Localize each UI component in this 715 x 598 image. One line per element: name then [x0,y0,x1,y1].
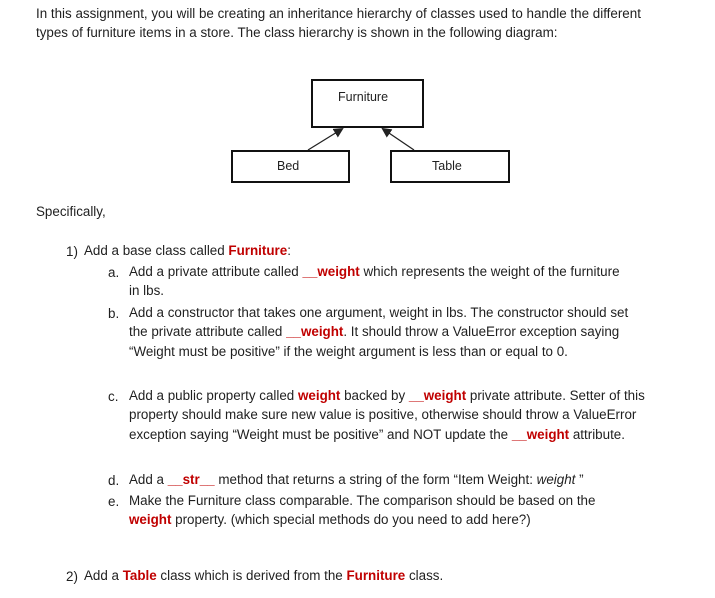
section-1-number: 1) [66,244,78,259]
weight-property-keyword: weight [297,388,341,403]
furniture-keyword: Furniture [228,243,288,258]
item-b-text: Add a constructor that takes one argument, weight in lbs. The constructor should set the private attribute called __weight. It should throw a ValueError exception saying “Weight must be positive” if the weight argument is less than or equal to 0. [129,305,629,359]
intro-paragraph: In this assignment, you will be creating an inheritance hierarchy of classes used to handle the different types of furniture items in a store. The class hierarchy is shown in the following diagram: [36,6,641,40]
str-method-keyword: __str__ [167,472,215,487]
class-hierarchy-diagram [0,0,715,200]
weight-attr-keyword: __weight [286,324,344,340]
furniture-class-box [311,79,424,128]
section-1-text: Add a base class called [84,243,229,258]
table-class-box [390,150,510,183]
weight-italic: weight [536,472,576,487]
bed-class-box [231,150,350,183]
furniture-class-label: Furniture [338,90,389,104]
item-d-letter: d. [108,473,120,488]
item-a-text: Add a private attribute called __weight which represents the weight of the furniture in lbs. [129,264,620,299]
item-e-text: Make the Furniture class comparable. The comparison should be based on the weight property. (which special methods do you need to add here?) [129,493,596,528]
item-e-letter: e. [108,494,120,509]
furniture-keyword: Furniture [346,568,406,583]
bed-class-label: Bed [277,159,300,173]
table-class-label: Table [432,159,462,173]
arrow-bed-to-furniture [308,129,342,150]
section-2-number: 2) [66,569,78,584]
item-d-text: Add a __str__ method that returns a string of the form “Item Weight: weight ” [129,472,584,487]
weight-attr-keyword: __weight [511,426,570,442]
weight-attr-keyword: __weight [302,264,360,279]
item-c-text: Add a public property called weight backed by __weight private attribute. Setter of this property should make sure new value is positive, otherwise should throw a ValueError exception saying “Weight must be positive” and NOT update the __weight attribute. [129,388,645,442]
section-1-heading [84,241,644,260]
weight-attr-keyword: __weight [408,388,467,403]
weight-property-keyword: weight [129,512,172,528]
section-1-colon: : [287,243,291,258]
arrow-table-to-furniture [383,129,414,150]
item-a-letter: a. [108,265,120,280]
table-keyword: Table [122,568,157,583]
section-2-text: Add a Table class which is derived from the Furniture class. [84,568,444,583]
item-c-letter: c. [108,389,119,404]
item-b-letter: b. [108,306,120,321]
specifically-label: Specifically, [36,204,106,219]
